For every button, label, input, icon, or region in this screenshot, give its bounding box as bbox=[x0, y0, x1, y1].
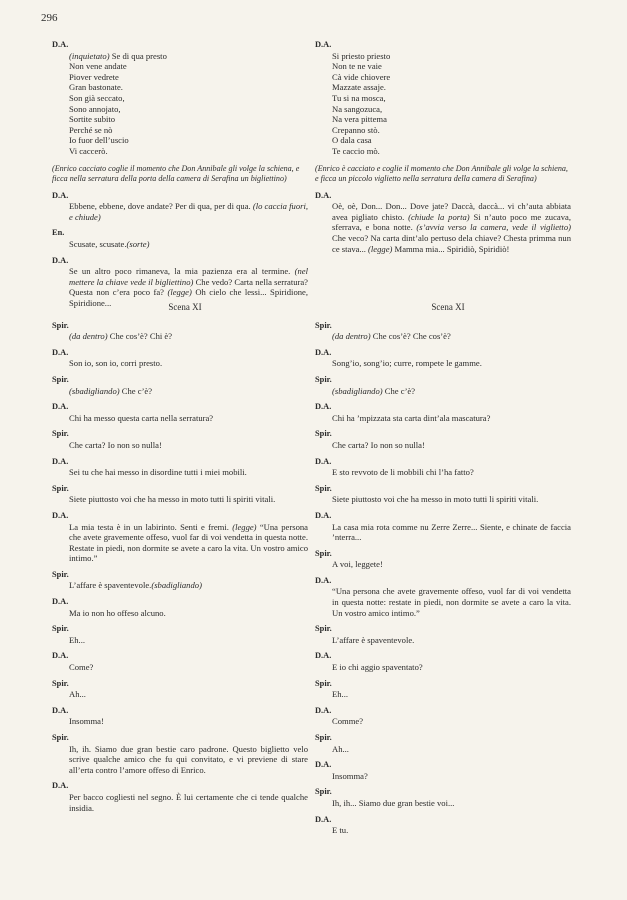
speaker-label: Spir. bbox=[315, 678, 332, 688]
verse-line: Sortite subito bbox=[69, 114, 116, 125]
speech-block bbox=[315, 787, 571, 808]
dialogue-text: Song’io, song’io; curre, rompete le gamme. bbox=[332, 358, 482, 369]
speaker-label: Spir. bbox=[52, 678, 69, 688]
scene-title: Scena XI bbox=[168, 302, 202, 312]
dialogue-text: Son io, son io, corri presto. bbox=[69, 358, 163, 369]
dialogue-text: L’affare è spaventevole. bbox=[332, 634, 415, 645]
verse-line: Si priesto priesto bbox=[332, 50, 391, 61]
stage-direction: (Enrico è cacciato e coglie il momento che Don Annibale gli volge la schiena, e ficca un piccolo viglietto nella serratura della camera di Serafina) bbox=[315, 163, 568, 183]
scene-title: Scena XI bbox=[431, 302, 465, 312]
speaker-label: D.A. bbox=[315, 190, 332, 200]
dialogue-text: Comme? bbox=[332, 716, 364, 727]
dialogue-text: Oè, oè, Don... Don... Dove jate? Daccà, daccà... vi ch’auta abbiata avea pigliato chisto. (chiude la porta) Si n’auto poco me zucava, sferrava, e bona notte. (s’avvia verso la camera, vede il viglietto) Che veco? Na carta dint’alo pertuso dela chiave? Chesta primma nun ce stava... (legge) Mamma mia... Spiridiò, Spiridiò! bbox=[332, 201, 571, 254]
verse-line: Te caccio mò. bbox=[332, 145, 380, 156]
speech-block bbox=[315, 733, 571, 754]
speaker-label: D.A. bbox=[315, 760, 332, 770]
speech-block bbox=[52, 375, 308, 396]
speech-block bbox=[52, 484, 308, 505]
speech-block bbox=[52, 511, 308, 564]
dialogue-text: (sbadigliando) Che c’è? bbox=[69, 385, 153, 396]
speaker-label: Spir. bbox=[52, 733, 69, 742]
speech-block bbox=[315, 511, 571, 543]
speaker-label: D.A. bbox=[315, 575, 332, 585]
verse-line: Na sangozuca, bbox=[332, 103, 383, 114]
speech-block bbox=[315, 576, 571, 618]
speaker-label: D.A. bbox=[315, 814, 332, 824]
verse-line: Na vera pittema bbox=[332, 114, 387, 125]
verse-line: O dala casa bbox=[332, 135, 372, 146]
dialogue-text: A voi, leggete! bbox=[332, 559, 383, 570]
dialogue-text: La mia testa è in un labirinto. Senti e fremi. (legge) “Una persona che avete gravemente offeso, vuol far di voi vendetta in questa notte. Restate in piedi, non dormite se avete a caro la vita. Un vostro amico intimo.” bbox=[69, 521, 308, 564]
speaker-label: Spir. bbox=[315, 320, 332, 330]
dialogue-text: Chi ha ’mpizzata sta carta dint’ala mascatura? bbox=[332, 412, 491, 423]
dialogue-text: Siete piuttosto voi che ha messo in moto tutti li spiriti vitali. bbox=[332, 494, 539, 505]
speaker-label: Spir. bbox=[315, 787, 332, 797]
speaker-label: Spir. bbox=[315, 733, 332, 742]
speaker-label: Spir. bbox=[315, 374, 332, 384]
speaker-label: Spir. bbox=[52, 320, 69, 330]
dialogue-text: “Una persona che avete gravemente offeso, vuol far di voi vendetta in questa notte: restate in piedi, non dormite se avete a caro la vita. Un vostro amico intimo.” bbox=[332, 586, 571, 618]
verse-line: Mazzate assaje. bbox=[332, 82, 386, 93]
verse-line: Vi caccerò. bbox=[69, 145, 108, 156]
speech-block bbox=[52, 597, 308, 618]
speaker-label: D.A. bbox=[52, 705, 69, 715]
speech-block bbox=[52, 706, 308, 727]
bottom-left-column bbox=[52, 302, 308, 819]
stage-direction: (Enrico cacciato coglie il momento che Don Annibale gli volge la schiena, e ficca nella serratura della porta della camera di Serafina un bigliettino) bbox=[52, 163, 300, 183]
dialogue-text: Ah... bbox=[332, 743, 349, 754]
speech-block bbox=[52, 624, 308, 645]
dialogue-text: Ah... bbox=[69, 689, 86, 700]
dialogue-text: E io chi aggio spaventato? bbox=[332, 662, 423, 673]
speech-block bbox=[315, 429, 571, 450]
dialogue-text: Eh... bbox=[69, 634, 85, 645]
dialogue-text: (da dentro) Che cos’è? Chi è? bbox=[69, 331, 173, 342]
verse-line: Cà vide chiovere bbox=[332, 71, 391, 82]
speech-block bbox=[315, 815, 571, 836]
speech-block bbox=[52, 256, 308, 309]
speaker-label: D.A. bbox=[52, 190, 69, 200]
dialogue-text: Come? bbox=[69, 662, 94, 673]
dialogue-text: Sei tu che hai messo in disordine tutti i miei mobili. bbox=[69, 467, 247, 478]
stage-direction: (inquietato) Se di qua presto bbox=[69, 50, 167, 61]
dialogue-text: Scusate, scusate.(sorte) bbox=[69, 238, 150, 249]
dialogue-text: Insomma? bbox=[332, 770, 368, 781]
dialogue-text: Eh... bbox=[332, 689, 348, 700]
speaker-label: Spir. bbox=[315, 429, 332, 439]
speaker-label: D.A. bbox=[52, 255, 69, 265]
dialogue-text: Siete piuttosto voi che ha messo in moto tutti li spiriti vitali. bbox=[69, 494, 276, 505]
speaker-label: Spir. bbox=[315, 624, 332, 634]
speech-block bbox=[315, 40, 571, 157]
verse-line: Io fuor dell’uscio bbox=[69, 135, 129, 146]
speech-block bbox=[52, 429, 308, 450]
speech-block bbox=[52, 781, 308, 813]
speaker-label: D.A. bbox=[315, 456, 332, 466]
speech-block bbox=[315, 484, 571, 505]
speech-block bbox=[52, 321, 308, 342]
dialogue-text: E sto revvoto de li mobbili chi l’ha fatto? bbox=[332, 467, 474, 478]
speech-block bbox=[52, 679, 308, 700]
dialogue-text: Che carta? Io non so nulla! bbox=[332, 439, 425, 450]
verse-line: Son già seccato, bbox=[69, 92, 125, 103]
speaker-label: D.A. bbox=[315, 651, 332, 661]
dialogue-text: L’affare è spaventevole.(sbadigliando) bbox=[69, 580, 202, 591]
dialogue-text: (da dentro) Che cos’è? Che cos’è? bbox=[332, 331, 451, 342]
speech-block bbox=[52, 40, 308, 157]
dialogue-text: (sbadigliando) Che c’è? bbox=[332, 385, 416, 396]
verse-line: Perché se nò bbox=[69, 124, 113, 135]
speaker-label: D.A. bbox=[315, 347, 332, 357]
verse-line: Piover vedrete bbox=[69, 71, 119, 82]
speaker-label: D.A. bbox=[315, 402, 332, 412]
dialogue-text: Chi ha messo questa carta nella serratura? bbox=[69, 412, 214, 423]
dialogue-text: La casa mia rota comme nu Zerre Zerre... Siente, e chinate de faccia ’nterra... bbox=[332, 521, 571, 543]
speech-block bbox=[315, 321, 571, 342]
speech-block bbox=[52, 228, 308, 249]
verse-line: Non vene andate bbox=[69, 61, 127, 72]
speech-block bbox=[315, 549, 571, 570]
speaker-label: Spir. bbox=[52, 429, 69, 439]
top-left-column bbox=[52, 40, 308, 314]
speech-block bbox=[52, 651, 308, 672]
dialogue-text: Se un altro poco rimaneva, la mia pazienza era al termine. (nel mettere la chiave vede il bigliettino) Che vedo? Carta nella serratura? Questa non c’era poco fa? (legge) Oh cielo che lessi... Spiridione, Spiridione... bbox=[69, 266, 309, 308]
speech-block bbox=[52, 402, 308, 423]
speech-block bbox=[315, 457, 571, 478]
speech-block bbox=[315, 624, 571, 645]
speech-block bbox=[315, 348, 571, 369]
speech-block bbox=[315, 402, 571, 423]
speech-block bbox=[52, 191, 308, 223]
speaker-label: En. bbox=[52, 228, 65, 238]
speaker-label: D.A. bbox=[52, 456, 69, 466]
speech-block bbox=[315, 651, 571, 672]
page-number: 296 bbox=[41, 12, 58, 24]
speech-block bbox=[315, 191, 571, 255]
speech-block bbox=[52, 733, 308, 775]
speech-block bbox=[52, 348, 308, 369]
speaker-label: D.A. bbox=[52, 510, 69, 520]
speaker-label: Spir. bbox=[52, 374, 69, 384]
speech-block bbox=[315, 706, 571, 727]
speech-block bbox=[52, 570, 308, 591]
dialogue-text: Ih, ih. Siamo due gran bestie caro padrone. Questo biglietto velo scrive qualche amico che fu qui convitato, e vi previene di stare all’erta contro l’amore offeso di Enrico. bbox=[69, 743, 308, 775]
verse-line: Non te ne vaie bbox=[332, 61, 382, 72]
speech-block bbox=[315, 679, 571, 700]
verse-line: Crepanno stò. bbox=[332, 124, 380, 135]
speaker-label: Spir. bbox=[315, 483, 332, 493]
dialogue-text: Che carta? Io non so nulla! bbox=[69, 439, 162, 450]
speaker-label: D.A. bbox=[52, 651, 69, 661]
verse-line: Sono annojato, bbox=[69, 103, 121, 114]
speaker-label: D.A. bbox=[52, 40, 69, 49]
speech-block bbox=[315, 375, 571, 396]
speaker-label: Spir. bbox=[315, 548, 332, 558]
speaker-label: Spir. bbox=[52, 624, 69, 634]
dialogue-text: Per bacco cogliesti nel segno. È lui certamente che ci tende qualche insidia. bbox=[69, 791, 308, 813]
dialogue-text: Ma io non ho offeso alcuno. bbox=[69, 607, 166, 618]
dialogue-text: Ebbene, ebbene, dove andate? Per di qua, per di qua. (lo caccia fuori, e chiude) bbox=[69, 201, 308, 222]
dialogue-text: Ih, ih... Siamo due gran bestie voi... bbox=[332, 797, 455, 808]
bottom-right-column bbox=[315, 302, 571, 842]
dialogue-text: E tu. bbox=[332, 825, 349, 836]
speaker-label: D.A. bbox=[52, 781, 69, 791]
speaker-label: D.A. bbox=[315, 40, 332, 49]
dialogue-text: Insomma! bbox=[69, 716, 104, 727]
speaker-label: Spir. bbox=[52, 569, 69, 579]
speaker-label: D.A. bbox=[315, 510, 332, 520]
speaker-label: D.A. bbox=[52, 347, 69, 357]
top-right-column bbox=[315, 40, 571, 260]
speaker-label: Spir. bbox=[52, 483, 69, 493]
speech-block bbox=[52, 457, 308, 478]
speaker-label: D.A. bbox=[52, 402, 69, 412]
speech-block bbox=[315, 760, 571, 781]
speaker-label: D.A. bbox=[52, 597, 69, 607]
speaker-label: D.A. bbox=[315, 705, 332, 715]
verse-line: Tu si na mosca, bbox=[332, 92, 386, 103]
verse-line: Gran bastonate. bbox=[69, 82, 123, 93]
